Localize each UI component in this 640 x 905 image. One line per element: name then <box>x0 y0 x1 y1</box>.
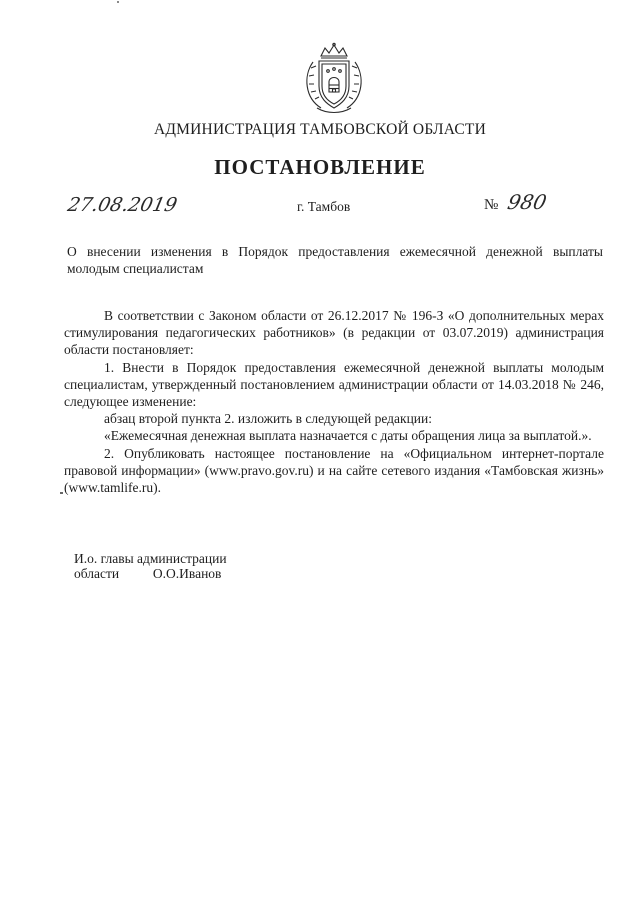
margin-speck <box>60 492 63 494</box>
organization-name: АДМИНИСТРАЦИЯ ТАМБОВСКОЙ ОБЛАСТИ <box>154 121 486 138</box>
city-label: г. Тамбов <box>297 199 351 214</box>
coat-of-arms-icon <box>299 42 369 116</box>
document-subject: О внесении изменения в Порядок предоставления ежемесячной денежной выплаты молодым специалистам <box>67 244 603 276</box>
signature-block <box>74 551 227 581</box>
body-paragraph: 2. Опубликовать настоящее постановление на «Официальном интернет-портале правовой информации» (www.pravo.gov.ru) и на сайте сетевого издания «Тамбовская жизнь» (www.tamlife.ru). <box>64 445 604 496</box>
handwritten-number: 980 <box>505 190 549 214</box>
handwritten-date: 27.08.2019 <box>65 194 180 216</box>
body-paragraph: 1. Внести в Порядок предоставления ежемесячной денежной выплаты молодым специалистам, утвержденный постановлением администрации области от 14.03.2018 № 246, следующее изменение: <box>64 359 604 410</box>
document-type-title: ПОСТАНОВЛЕНИЕ <box>214 155 426 179</box>
document-body <box>64 307 604 496</box>
signatory-row <box>74 566 227 581</box>
signatory-name: О.О.Иванов <box>152 566 222 581</box>
number-sign: № <box>484 197 499 213</box>
signatory-title: И.о. главы администрации <box>74 551 227 566</box>
signatory-title-region: области <box>74 566 120 581</box>
body-paragraph: «Ежемесячная денежная выплата назначается с даты обращения лица за выплатой.». <box>104 428 592 444</box>
body-paragraph: В соответствии с Законом области от 26.12.2017 № 196-З «О дополнительных мерах стимулирования педагогических работников» (в редакции от 03.07.2019) администрация области постановляет: <box>64 308 604 358</box>
scan-speck <box>117 1 119 3</box>
body-paragraph: абзац второй пункта 2. изложить в следующей редакции: <box>104 411 432 427</box>
